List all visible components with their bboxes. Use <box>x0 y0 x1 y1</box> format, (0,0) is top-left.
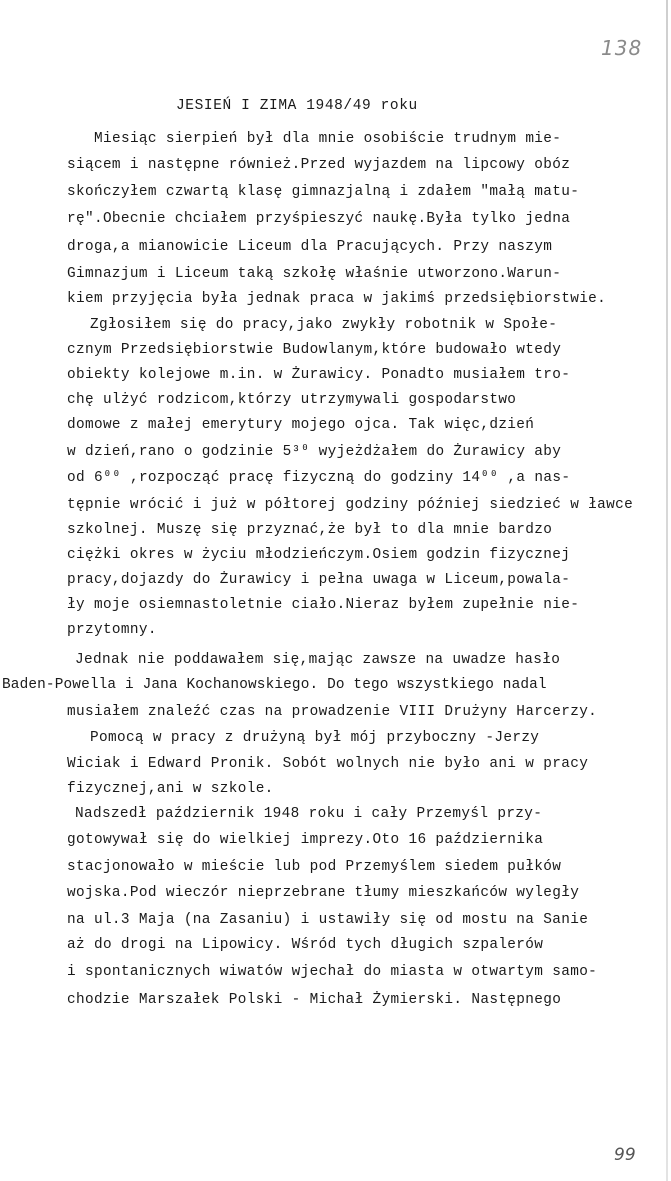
text-line: tępnie wrócić i już w półtorej godziny później siedzieć w ławce <box>67 497 634 513</box>
handwritten-page-number-bottom: 99 <box>614 1145 636 1165</box>
text-line: chę ulżyć rodzicom,którzy utrzymywali gospodarstwo <box>67 392 517 408</box>
text-line: na ul.3 Maja (na Zasaniu) i ustawiły się od mostu na Sanie <box>67 912 589 928</box>
document-title: JESIEŃ I ZIMA 1948/49 roku <box>176 98 418 114</box>
text-line: i spontanicznych wiwatów wjechał do miasta w otwartym samo- <box>67 964 598 980</box>
text-line: Wiciak i Edward Pronik. Sobót wolnych nie było ani w pracy <box>67 756 589 772</box>
text-line: gotowywał się do wielkiej imprezy.Oto 16 października <box>67 832 544 848</box>
page-edge <box>666 0 668 1181</box>
text-line: ciężki okres w życiu młodzieńczym.Osiem godzin fizycznej <box>67 547 571 563</box>
text-line: Zgłosiłem się do pracy,jako zwykły robotnik w Społe- <box>90 317 558 333</box>
text-line: cznym Przedsiębiorstwie Budowlanym,które budowało wtedy <box>67 342 562 358</box>
text-line: chodzie Marszałek Polski - Michał Żymierski. Następnego <box>67 992 562 1008</box>
text-line: aż do drogi na Lipowicy. Wśród tych długich szpalerów <box>67 937 544 953</box>
text-line: Pomocą w pracy z drużyną był mój przyboczny -Jerzy <box>90 730 540 746</box>
text-line: siącem i następne również.Przed wyjazdem na lipcowy obóz <box>67 157 571 173</box>
text-line: Baden-Powella i Jana Kochanowskiego. Do tego wszystkiego nadal <box>2 677 547 693</box>
text-line: Gimnazjum i Liceum taką szkołę właśnie utworzono.Warun- <box>67 266 562 282</box>
text-line: od 6⁰⁰ ,rozpocząć pracę fizyczną do godziny 14⁰⁰ ,a nas- <box>67 470 571 486</box>
text-line: domowe z małej emerytury mojego ojca. Tak więc,dzień <box>67 417 535 433</box>
text-line: skończyłem czwartą klasę gimnazjalną i zdałem "małą matu- <box>67 184 580 200</box>
text-line: pracy,dojazdy do Żurawicy i pełna uwaga w Liceum,powala- <box>67 572 571 588</box>
text-line: droga,a mianowicie Liceum dla Pracujących. Przy naszym <box>67 239 553 255</box>
text-line: rę".Obecnie chciałem przyśpieszyć naukę.Była tylko jedna <box>67 211 571 227</box>
handwritten-page-number-top: 138 <box>601 36 643 60</box>
text-line: ły moje osiemnastoletnie ciało.Nieraz byłem zupełnie nie- <box>67 597 580 613</box>
text-line: przytomny. <box>67 622 157 638</box>
text-line: Jednak nie poddawałem się,mając zawsze na uwadze hasło <box>75 652 561 668</box>
text-line: wojska.Pod wieczór nieprzebrane tłumy mieszkańców wyległy <box>67 885 580 901</box>
text-line: szkolnej. Muszę się przyznać,że był to dla mnie bardzo <box>67 522 553 538</box>
text-line: Miesiąc sierpień był dla mnie osobiście trudnym mie- <box>94 131 562 147</box>
text-line: obiekty kolejowe m.in. w Żurawicy. Ponadto musiałem tro- <box>67 367 571 383</box>
text-line: fizycznej,ani w szkole. <box>67 781 274 797</box>
text-line: stacjonowało w mieście lub pod Przemyślem siedem pułków <box>67 859 562 875</box>
text-line: Nadszedł październik 1948 roku i cały Przemyśl przy- <box>75 806 543 822</box>
text-line: musiałem znaleźć czas na prowadzenie VIII Drużyny Harcerzy. <box>67 704 598 720</box>
text-line: kiem przyjęcia była jednak praca w jakimś przedsiębiorstwie. <box>67 291 607 307</box>
text-line: w dzień,rano o godzinie 5³⁰ wyjeżdżałem do Żurawicy aby <box>67 444 562 460</box>
